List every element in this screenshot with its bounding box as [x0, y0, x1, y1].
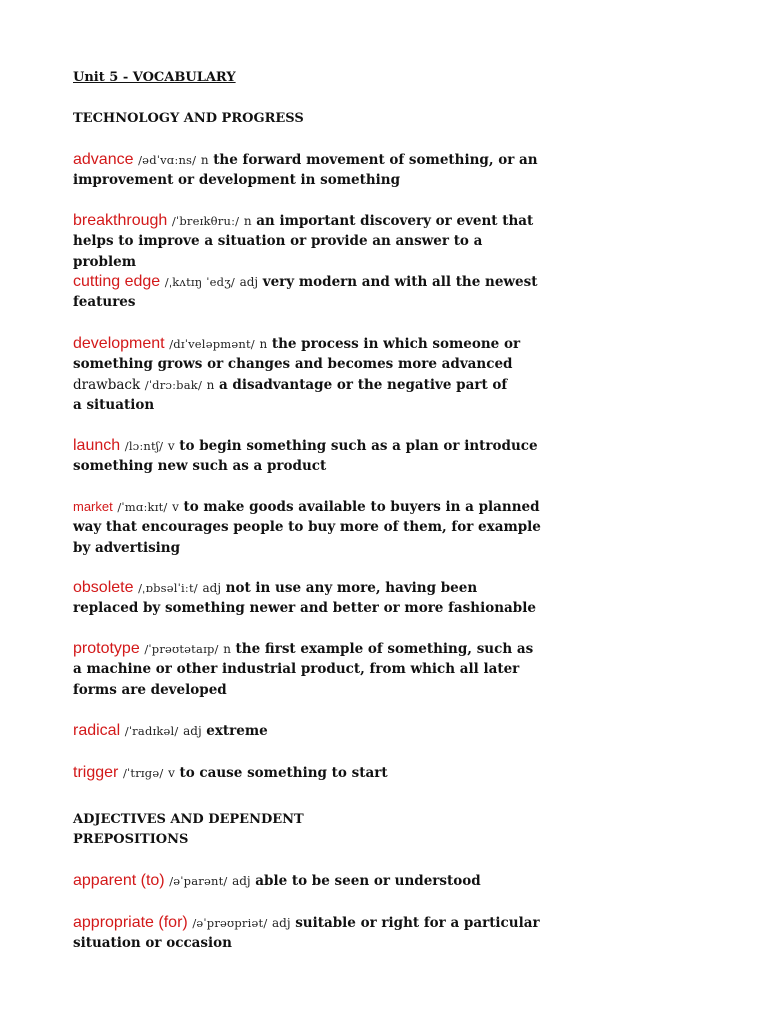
entry-development	[73, 334, 543, 375]
entry-word: development	[73, 335, 165, 352]
entry-ipa: /ˌkʌtɪŋ ˈedʒ/	[164, 275, 235, 289]
entry-word: prototype	[73, 640, 140, 657]
entry-pos: v	[168, 766, 175, 780]
entry-word: cutting edge	[73, 273, 161, 290]
entry-drawback	[73, 375, 543, 395]
entry-word: launch	[73, 437, 121, 454]
entry-pos: adj	[183, 724, 202, 738]
entry-word: obsolete	[73, 579, 134, 596]
entry-ipa: /əˈprəʊpriət/	[192, 916, 268, 930]
entry-pos: adj	[239, 275, 259, 289]
entry-definition: the first example of something, such as a machine or other industrial product, from which all later forms are developed	[73, 641, 534, 698]
entry-definition: to begin something such as a plan or introduce something new such as a product	[73, 438, 538, 475]
entry-breakthrough	[73, 211, 543, 272]
entry-ipa: /ˈmɑːkɪt/	[117, 500, 168, 514]
entry-ipa: /ˌɒbsəlˈiːt/	[138, 581, 198, 595]
entry-ipa: /ˈradɪkəl/	[124, 724, 179, 738]
entry-appropriate	[73, 913, 543, 954]
entry-word: appropriate (for)	[73, 914, 188, 931]
entry-pos: adj	[272, 916, 291, 930]
entry-drawback-continuation	[73, 395, 543, 415]
entry-pos: adj	[202, 581, 222, 595]
entry-pos: n	[243, 214, 252, 228]
entry-ipa: /əˈparənt/	[169, 874, 228, 888]
entry-definition: the forward movement of something, or an improvement or development in something	[73, 152, 538, 189]
entry-cutting-edge	[73, 272, 543, 313]
entry-word: radical	[73, 722, 121, 739]
entry-ipa: /ˈprəʊtətaɪp/	[144, 642, 219, 656]
entry-prototype	[73, 639, 543, 700]
entry-ipa: /ˈbreɪkθruː/	[171, 214, 240, 228]
entry-definition: a situation	[73, 397, 155, 413]
entry-trigger	[73, 763, 543, 783]
entry-definition: the process in which someone or something grows or changes and becomes more advanced	[73, 336, 521, 373]
section-heading-technology: TECHNOLOGY AND PROGRESS	[73, 111, 304, 126]
entry-definition: very modern and with all the newest features	[73, 274, 538, 311]
section-heading-adjectives	[73, 810, 573, 850]
entry-obsolete	[73, 578, 543, 619]
entry-definition: able to be seen or understood	[255, 873, 481, 889]
entry-ipa: /ˈdrɔːbak/	[144, 378, 203, 392]
entry-word: advance	[73, 151, 134, 168]
entry-pos: adj	[232, 874, 251, 888]
entry-word: breakthrough	[73, 212, 168, 229]
entry-radical	[73, 721, 543, 741]
entry-pos: n	[259, 337, 268, 351]
entry-definition: not in use any more, having been replaced by something newer and better or more fashionable	[73, 580, 536, 617]
entry-ipa: /lɔːntʃ/	[124, 439, 164, 453]
entry-definition: an important discovery or event that helps to improve a situation or provide an answer to a problem	[73, 213, 534, 270]
entry-definition: a disadvantage or the negative part of	[218, 377, 508, 393]
entry-market	[73, 497, 543, 558]
entry-apparent	[73, 871, 543, 891]
entry-ipa: /ədˈvɑːns/	[138, 153, 197, 167]
entry-pos: n	[200, 153, 209, 167]
entry-advance	[73, 150, 543, 191]
entry-word: drawback	[73, 377, 141, 393]
entry-pos: n	[206, 378, 215, 392]
entry-definition: to cause something to start	[179, 765, 388, 781]
entry-word: trigger	[73, 764, 119, 781]
page-title: Unit 5 - VOCABULARY	[73, 70, 236, 85]
entry-definition: extreme	[206, 723, 268, 739]
section-heading-line: PREPOSITIONS	[73, 832, 189, 847]
section-heading-line: ADJECTIVES AND DEPENDENT	[73, 812, 304, 827]
entry-word: market	[73, 499, 113, 514]
entry-ipa: /dɪˈveləpmənt/	[169, 337, 255, 351]
entry-ipa: /ˈtrɪgə/	[122, 766, 164, 780]
entry-pos: v	[172, 500, 179, 514]
entry-definition: suitable or right for a particular situation or occasion	[73, 915, 540, 952]
entry-launch	[73, 436, 543, 477]
entry-word: apparent (to)	[73, 872, 165, 889]
entry-definition: to make goods available to buyers in a planned way that encourages people to buy more of them, for example by advertising	[73, 499, 541, 556]
entry-pos: v	[167, 439, 175, 453]
entry-pos: n	[223, 642, 231, 656]
